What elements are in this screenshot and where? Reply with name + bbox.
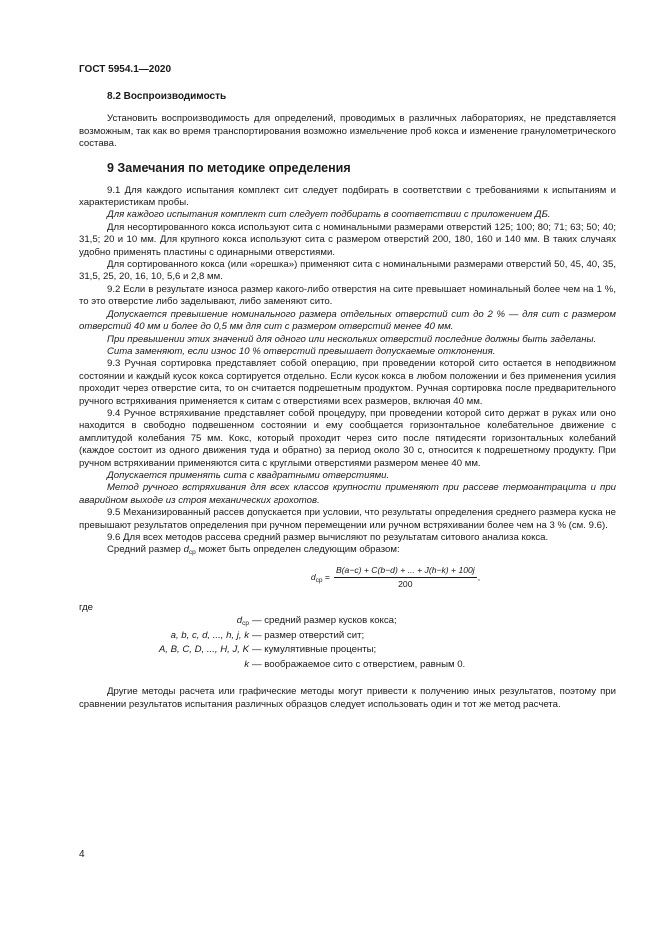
formula-fraction	[334, 565, 477, 590]
paragraph-9-2: 9.2 Если в результате износа размер какого-либо отверстия на сите превышает номинальный более чем на 1 %, то это отверстие либо заделывают, либо заменяют сито.	[79, 283, 616, 308]
legend-row: k — воображаемое сито с отверстием, равным 0.	[244, 658, 466, 670]
formula-legend	[79, 602, 616, 672]
document-body	[79, 91, 616, 711]
paragraph-9-2-tolerance: Допускается превышение номинального размера отдельных отверстий сит до 2 % — для сит с размером отверстий 40 мм и более до 0,5 мм для сит с размером отверстий менее 40 мм.	[79, 308, 616, 333]
mean-size-formula: $d_{ср}$ = $\frac{B(a-c) + C(b-d) + ... + J(h-k) + 100j}{200}$ ,	[310, 564, 481, 589]
section-8-2-heading: 8.2 Воспроизводимость	[107, 91, 227, 102]
paragraph-9-1-unsorted: Для несортированного кокса используют сита с номинальными размерами отверстий 125; 100; 80; 71; 63; 50; 40; 31,5; 20 и 10 мм. Для крупного кокса используют сита с размером отверстий 200, 180, 160 и 140 мм. В таких случаях удобно применять пластины с одинарными отверстиями.	[79, 221, 616, 258]
formula-lhs: $d_{ср}$ =	[310, 572, 330, 585]
paragraph-9-5: 9.5 Механизированный рассев допускается при условии, что результаты определения среднего размера куска не превышают результатов определения при ручном перемещении или ручном встряхивании более чем на 3 % (см. 9.6).	[79, 507, 616, 531]
paragraph-9-6: 9.6 Для всех методов рассева средний размер вычисляют по результатам ситового анализа кокса.	[107, 532, 549, 543]
paragraph-9-4-square: Допускается применять сита с квадратными отверстиями.	[107, 469, 390, 481]
paragraph-9-6-formula-intro: Средний размер $d_{ср}$ может быть определен следующим образом:	[107, 544, 400, 557]
formula-numerator: B(a−c) + C(b−d) + ... + J(h−k) + 100j	[334, 565, 477, 578]
paragraph-closing: Другие методы расчета или графические методы могут привести к получению иных результатов, поэтому при сравнении результатов испытания различных образцов следует использовать один и тот же метод расчета.	[79, 686, 616, 710]
paragraph-9-2-replace: Сита заменяют, если износ 10 % отверстий превышает допускаемые отклонения.	[107, 345, 496, 357]
paragraph-9-4-method: Метод ручного встряхивания для всех классов крупности применяют при рассеве термоантрацита и при аварийном выходе из строя механических грохотов.	[79, 482, 616, 506]
legend-row: a, b, c, d, ..., h, j, k — размер отверстий сит;	[170, 629, 365, 641]
paragraph-9-1: 9.1 Для каждого испытания комплект сит следует подбирать в соответствии с требованиями к испытаниям и характеристикам пробы.	[79, 184, 616, 209]
paragraph-9-1-sorted: Для сортированного кокса (или «орешка») применяют сита с номинальными размерами отверстий 50, 45, 40, 35, 31,5, 25, 20, 16, 10, 5,6 и 2,8 мм.	[79, 259, 616, 283]
page-number: 4	[79, 849, 85, 860]
formula-denominator: 200	[398, 578, 413, 589]
paragraph-9-4: 9.4 Ручное встряхивание представляет собой процедуру, при проведении которой сито держат в руках или оно находится в свободно подвешенном состоянии и ему сообщается горизонтальное колебательное движение с амплитудой колебания 75 мм. Кокс, который проходит через сито после пятидесяти горизонтальных колебаний (каждое состоит из одного движения туда и обратно) за период около 30 с, относится к подрешетному продукту. При ручном встряхивании применяются сита с круглыми отверстиями размером менее 40 мм.	[79, 407, 616, 469]
legend-row: A, B, C, D, ..., H, J, K — кумулятивные проценты;	[158, 644, 377, 656]
legend-row: $d_{ср}$ — средний размер кусков кокса;	[236, 615, 397, 628]
paragraph-9-2-exceed: При превышении этих значений для одного или нескольких отверстий последние должны быть заделаны.	[107, 333, 597, 345]
paragraph-9-3: 9.3 Ручная сортировка представляет собой операцию, при проведении которой сито остается в неподвижном состоянии и каждый кусок кокса сортируется отдельно. Если кусок кокса в любом положении и без применения усилия проходит через отверстие сита, то он считается подрешетным продуктом. Ручная сортировка после предварительного ручного встряхивания применяется к ситам с отверстиями всех размеров, включая 40 мм.	[79, 358, 616, 407]
paragraph-9-1-italic: Для каждого испытания комплект сит следует подбирать в соответствии с приложением ДБ.	[107, 209, 551, 221]
legend-where: где	[79, 601, 94, 613]
section-9-heading: 9 Замечания по методике определения	[107, 160, 351, 175]
document-header: ГОСТ 5954.1—2020	[79, 64, 172, 75]
paragraph-8-2: Установить воспроизводимость для определений, проводимых в различных лабораториях, не представляется возможным, так как во время транспортирования возможно измельчение проб кокса и изменение гранулометрического состава.	[79, 113, 616, 150]
